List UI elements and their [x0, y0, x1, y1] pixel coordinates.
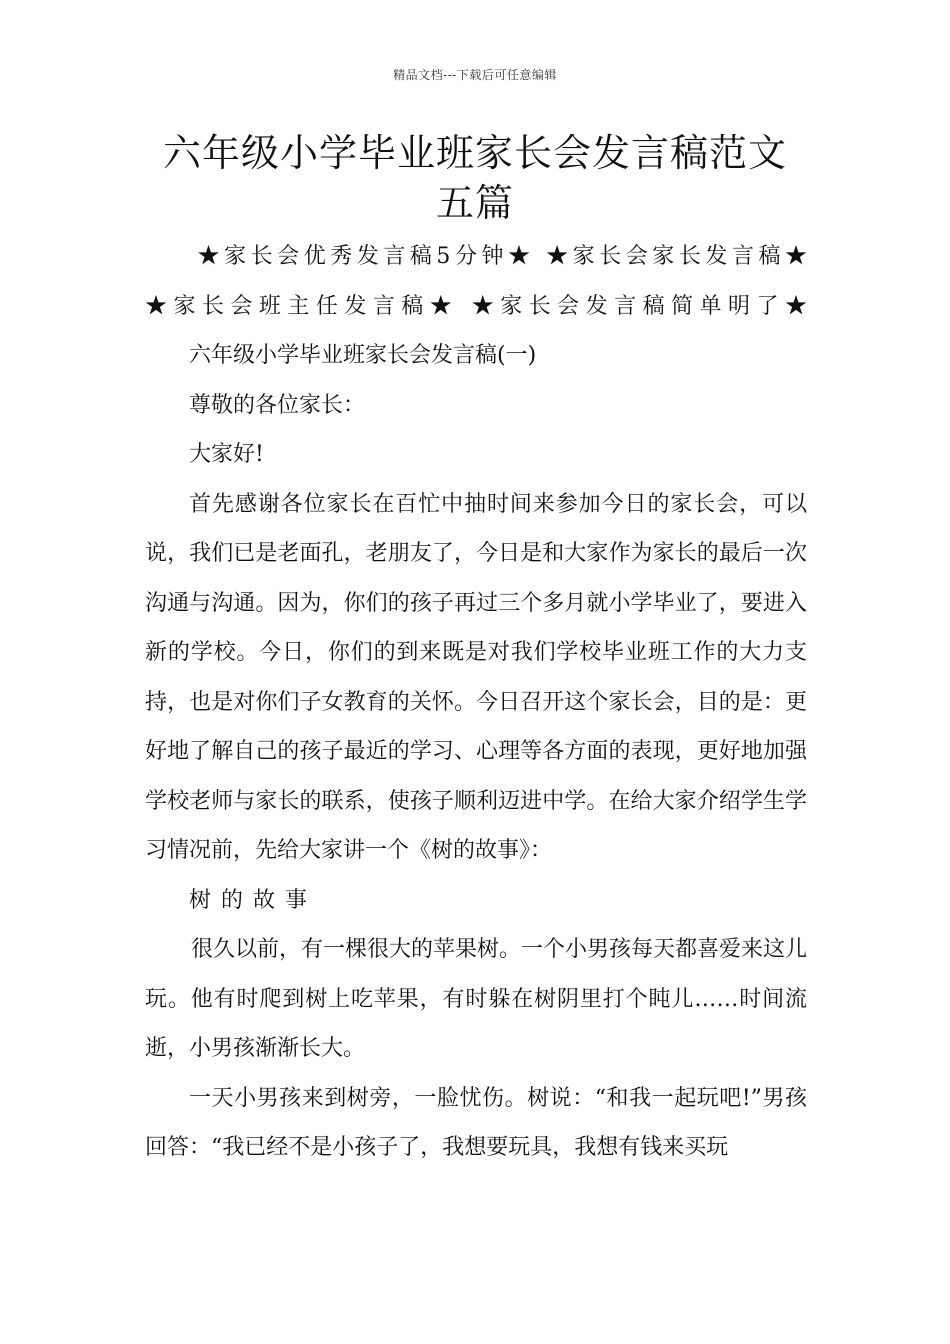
header-note: 精品文档---下载后可任意编辑	[393, 68, 557, 82]
related-links	[145, 232, 807, 331]
related-link-1[interactable]: ★家长会优秀发言稿5分钟★	[193, 244, 535, 269]
document-title: 六年级小学毕业班家长会发言稿范文五篇	[162, 131, 787, 225]
greeting: 大家好!	[189, 442, 264, 467]
story-paragraph-1: 很久以前，有一棵很大的苹果树。一个小男孩每天都喜爱来这儿玩。他有时爬到树上吃苹果，有时躲在树阴里打个盹儿……时间流逝，小男孩渐渐长大。	[145, 937, 808, 1061]
related-link-3[interactable]: ★家长会班主任发言稿★	[145, 293, 459, 319]
story-title: 树的故事	[189, 887, 318, 913]
salutation: 尊敬的各位家长：	[189, 392, 366, 418]
related-link-2[interactable]: ★家长会家长发言稿★	[546, 244, 807, 269]
story-paragraph-2: 一天小男孩来到树旁，一脸忧伤。树说：“和我一起玩吧!”男孩回答：“我已经不是小孩子了，我想要玩具，我想有钱来买玩	[145, 1085, 807, 1160]
paragraph-intro: 首先感谢各位家长在百忙中抽时间来参加今日的家长会，可以说，我们已是老面孔，老朋友了，今日是和大家作为家长的最后一次沟通与沟通。因为，你们的孩子再过三个多月就小学毕业了，要进入新的学校。今日，你们的到来既是对我们学校毕业班工作的大力支持，也是对你们子女教育的关怀。今日召开这个家长会，目的是：更好地了解自己的孩子最近的学习、心理等各方面的表现，更好地加强学校老师与家长的联系，使孩子顺利迈进中学。在给大家介绍学生学习情况前，先给大家讲一个《树的故事》：	[145, 491, 807, 863]
related-link-4[interactable]: ★家长会发言稿简单明了★	[471, 293, 807, 319]
document-body	[145, 232, 807, 1173]
section-heading: 六年级小学毕业班家长会发言稿(一)	[189, 343, 537, 368]
